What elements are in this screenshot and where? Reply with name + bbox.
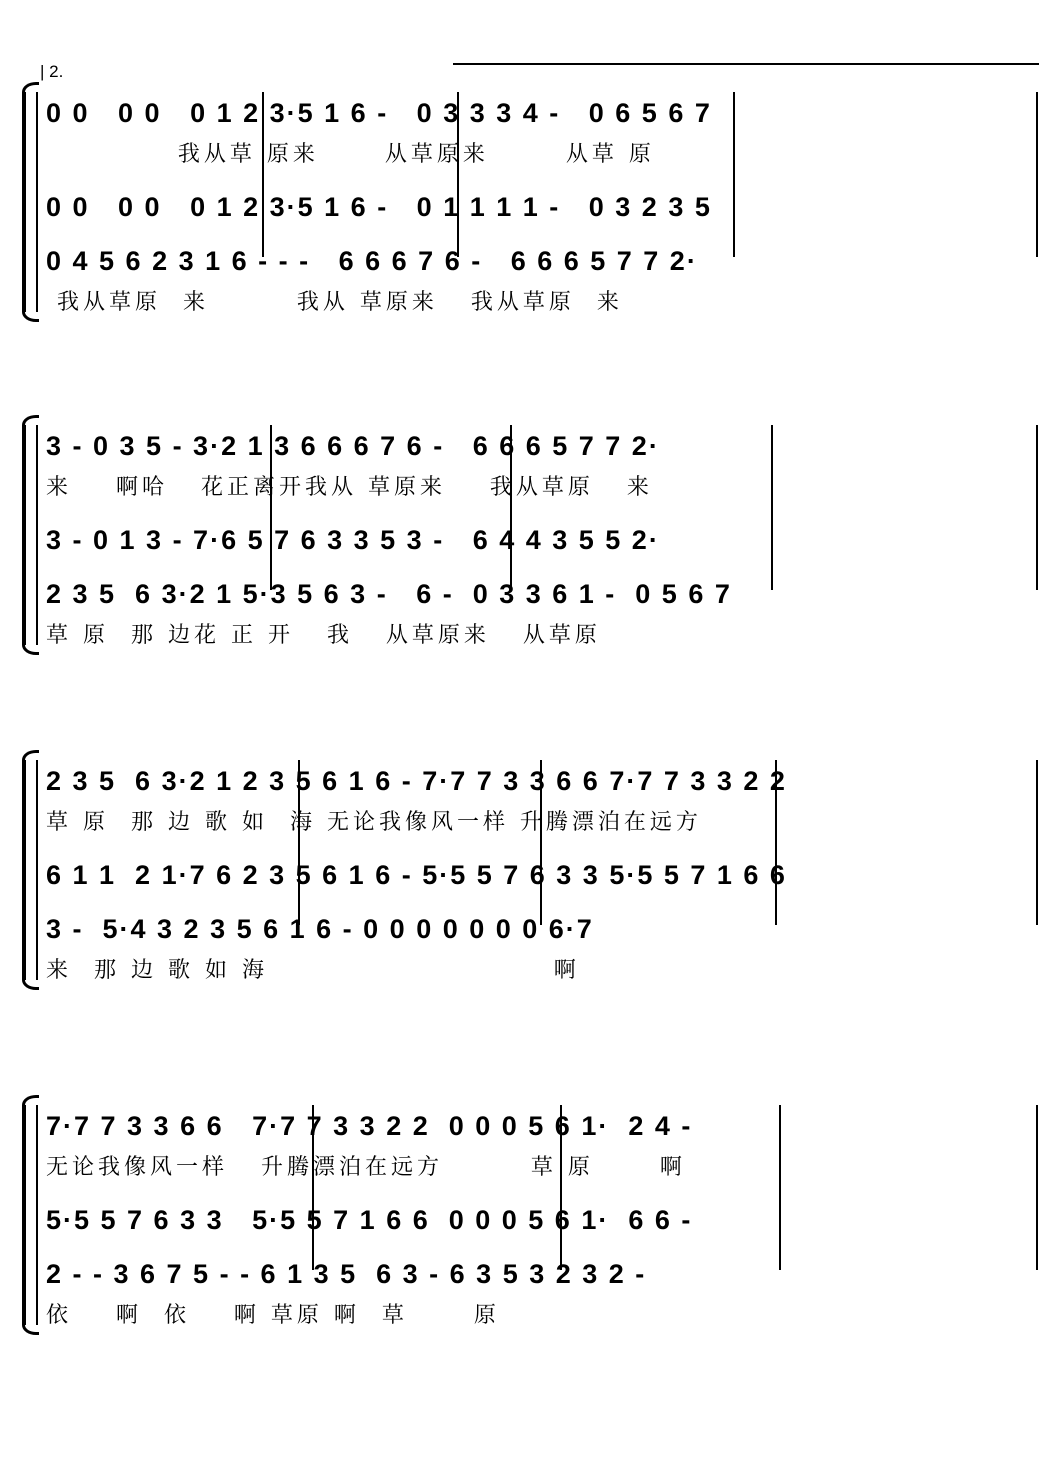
notation-line: 5·5 5 7 6 3 3 5·5 5 7 1 6 6 0 0 0 5 6 1· 6 6 - [46, 1205, 693, 1235]
lyric-line: 无论我像风一样 升腾漂泊在远方 草 原 啊 [46, 1155, 686, 1180]
notation-line: 7·7 7 3 3 6 6 7·7 7 3 3 2 2 0 0 0 5 6 1· 2 4 - [46, 1111, 693, 1141]
notation-line: 2 3 5 6 3·2 1 2 3 5 6 1 6 - 7·7 7 3 3 6 6 7·7 7 3 3 2 2 [46, 766, 787, 796]
notation-line: 3 - 0 1 3 - 7·6 5 7 6 3 3 5 3 - 6 4 4 3 5 5 2· [46, 525, 660, 555]
barline [1036, 1105, 1038, 1270]
system-line [36, 1105, 38, 1325]
lyric-line: 我从草原 来 我从 草原来 我从草原 来 [46, 290, 623, 315]
notation-line: 3 - 5·4 3 2 3 5 6 1 6 - 0 0 0 0 0 0 0 6·7 [46, 914, 594, 944]
volta-marker: | 2. [40, 62, 64, 81]
barline [1036, 425, 1038, 590]
lyric-line: 草 原 那 边花 正 开 我 从草原来 从草原 [46, 623, 601, 648]
notation-line: 0 4 5 6 2 3 1 6 - - - 6 6 6 7 6 - 6 6 6 5 7 7 2· [46, 246, 698, 276]
system-line [36, 92, 38, 312]
notation-line: 2 3 5 6 3·2 1 5·3 5 6 3 - 6 - 0 3 3 6 1 - 0 5 6 7 [46, 579, 732, 609]
barline [1036, 92, 1038, 257]
volta-line [453, 63, 1039, 65]
lyric-line: 依 啊 依 啊 草原 啊 草 原 [46, 1303, 500, 1328]
notation-line: 3 - 0 3 5 - 3·2 1 3 6 6 6 7 6 - 6 6 6 5 7 7 2· [46, 431, 660, 461]
system-line [36, 760, 38, 980]
notation-line: 6 1 1 2 1·7 6 2 3 5 6 1 6 - 5·5 5 7 6 3 3 5·5 5 7 1 6 6 [46, 860, 787, 890]
notation-line: 0 0 0 0 0 1 2 3·5 1 6 - 0 1 1 1 1 - 0 3 2 3 5 [46, 192, 712, 222]
lyric-line: 来 那 边 歌 如 海 啊 [46, 958, 580, 983]
notation-line: 0 0 0 0 0 1 2 3·5 1 6 - 0 3 3 3 4 - 0 6 5 6 7 [46, 98, 712, 128]
lyric-line: 来 啊哈 花正离开我从 草原来 我从草原 来 [46, 475, 653, 500]
lyric-line: 我从草 原来 从草原来 从草 原 [46, 142, 655, 167]
lyric-line: 草 原 那 边 歌 如 海 无论我像风一样 升腾漂泊在远方 [46, 810, 702, 835]
barline [1036, 760, 1038, 925]
system-line [36, 425, 38, 645]
notation-line: 2 - - 3 6 7 5 - - 6 1 3 5 6 3 - 6 3 5 3 2 3 2 - [46, 1259, 647, 1289]
